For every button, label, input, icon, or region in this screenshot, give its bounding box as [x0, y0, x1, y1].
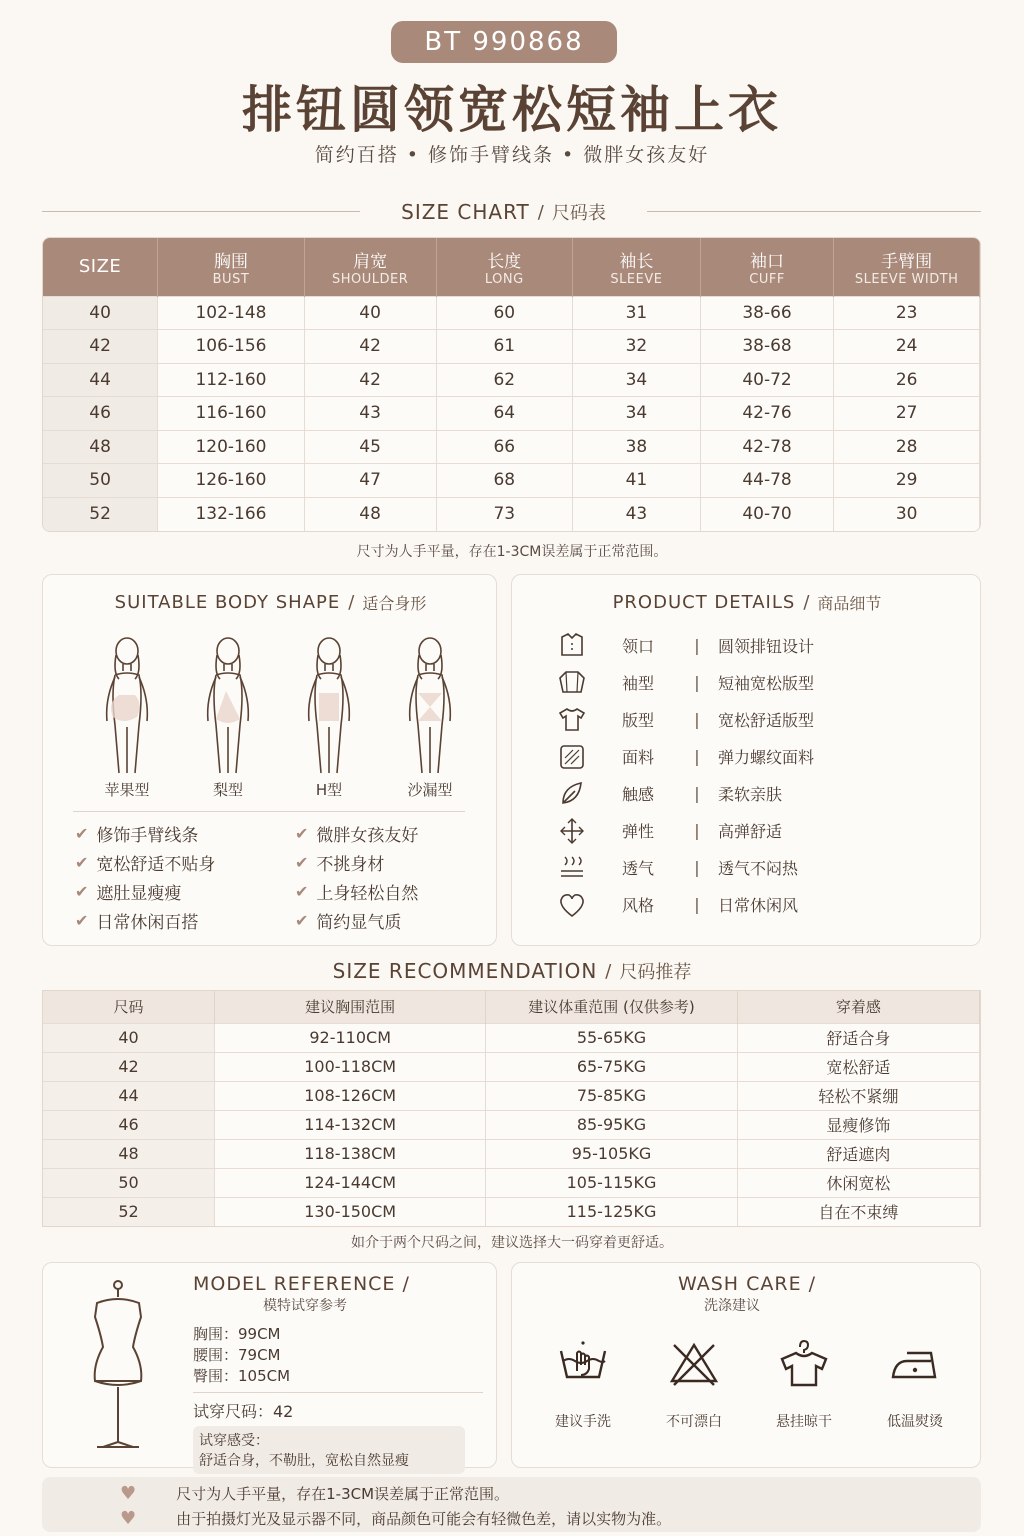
body-figure-icon: [200, 633, 256, 778]
table-row: [43, 1023, 980, 1052]
header-zh: 长度: [487, 251, 522, 272]
check-text: 简约显气质: [316, 913, 402, 933]
value-cell: 120-160: [158, 430, 305, 464]
size-rec-cell: 55-65KG: [486, 1023, 737, 1052]
size-rec-cell: 宽松舒适: [737, 1052, 979, 1081]
detail-value: 日常休闲风: [718, 896, 799, 915]
detail-row: [552, 664, 972, 701]
check-item: [75, 877, 285, 906]
size-chart-header-6: [834, 238, 980, 296]
size-rec-cell: 75-85KG: [486, 1081, 737, 1110]
footer-text-2: 由于拍摄灯光及显示器不同，商品颜色可能会有轻微色差，请以实物为准。: [176, 1509, 672, 1528]
table-row: [43, 296, 980, 330]
size-rec-cell: 自在不束缚: [737, 1197, 979, 1226]
details-list: [552, 627, 972, 923]
detail-key: 领口: [622, 637, 655, 656]
divider-right: [647, 211, 981, 212]
product-details-title-zh: 商品细节: [817, 594, 882, 613]
size-rec-cell: 40: [43, 1023, 215, 1052]
detail-row: [552, 849, 972, 886]
value-cell: 64: [436, 397, 573, 431]
body-shape-title-en: SUITABLE BODY SHAPE: [114, 592, 341, 613]
value-cell: 38-68: [700, 330, 834, 364]
model-feel-label: 试穿感受：: [199, 1433, 269, 1449]
size-chart-heading: [360, 199, 647, 225]
value-cell: 102-148: [158, 296, 305, 330]
size-cell: 40: [43, 296, 158, 330]
detail-row: [552, 812, 972, 849]
value-cell: 66: [436, 430, 573, 464]
product-details-heading: [512, 591, 982, 614]
no-bleach-icon: [666, 1337, 722, 1393]
check-text: 遮肚显瘦瘦: [96, 884, 182, 904]
detail-value: 弹力螺纹面料: [718, 748, 815, 767]
detail-row: [552, 886, 972, 923]
value-cell: 38-66: [700, 296, 834, 330]
size-rec-cell: 舒适遮肉: [737, 1139, 979, 1168]
detail-separator: |: [694, 673, 700, 692]
detail-row: [552, 738, 972, 775]
detail-separator: |: [694, 895, 700, 914]
header-zh: 手臂围: [881, 251, 933, 272]
check-text: 微胖女孩友好: [316, 826, 419, 846]
value-cell: 44-78: [700, 464, 834, 498]
value-cell: 106-156: [158, 330, 305, 364]
size-rec-cell: 85-95KG: [486, 1110, 737, 1139]
body-figure-icon: [402, 633, 458, 778]
header-en: LONG: [484, 271, 524, 287]
value-cell: 29: [834, 464, 980, 498]
header-zh: 肩宽: [353, 251, 388, 272]
check-list-left: [75, 819, 285, 935]
wash-heading: [512, 1273, 982, 1315]
detail-key: 触感: [622, 785, 655, 804]
size-rec-cell: 50: [43, 1168, 215, 1197]
size-rec-cell: 显瘦修饰: [737, 1110, 979, 1139]
check-icon: ✔: [295, 824, 309, 843]
model-waist: 腰围：79CM: [193, 1346, 281, 1364]
check-text: 修饰手臂线条: [96, 826, 199, 846]
value-cell: 61: [436, 330, 573, 364]
header-en: SHOULDER: [331, 271, 409, 287]
model-title-zh: 模特试穿参考: [263, 1298, 347, 1314]
check-item: [295, 877, 495, 906]
header-en: SIZE: [78, 256, 122, 278]
size-chart-header-0: [43, 238, 158, 296]
table-row: [43, 1139, 980, 1168]
feather-icon: [552, 779, 592, 809]
size-rec-cell: 舒适合身: [737, 1023, 979, 1052]
value-cell: 116-160: [158, 397, 305, 431]
detail-value: 短袖宽松版型: [718, 674, 815, 693]
check-text: 日常休闲百搭: [96, 913, 199, 933]
stretch-icon: [552, 816, 592, 846]
table-row: [43, 1052, 980, 1081]
header-zh: 袖口: [750, 251, 785, 272]
table-row: [43, 497, 980, 531]
detail-value: 柔软亲肤: [718, 785, 783, 804]
value-cell: 40-72: [700, 363, 834, 397]
value-cell: 30: [834, 497, 980, 531]
value-cell: 45: [304, 430, 436, 464]
detail-row: [552, 701, 972, 738]
size-rec-table: [42, 990, 981, 1227]
tshirt-icon: [552, 705, 592, 735]
check-text: 宽松舒适不贴身: [96, 855, 216, 875]
size-chart-title-zh: 尺码表: [551, 203, 606, 224]
value-cell: 24: [834, 330, 980, 364]
footer-line-2: [120, 1505, 671, 1531]
size-rec-header: 建议体重范围 (仅供参考): [486, 991, 737, 1023]
check-item: [295, 848, 495, 877]
dress-form-icon: [83, 1277, 153, 1457]
size-rec-cell: 轻松不紧绷: [737, 1081, 979, 1110]
check-icon: ✔: [295, 911, 309, 930]
header-en: SLEEVE WIDTH: [854, 271, 959, 287]
value-cell: 47: [304, 464, 436, 498]
body-shape-divider: [73, 811, 465, 812]
value-cell: 42-78: [700, 430, 834, 464]
page-title: 排钮圆领宽松短袖上衣: [242, 80, 782, 139]
heart-icon: [552, 890, 592, 920]
body-shape-label: 梨型: [212, 781, 243, 799]
table-row: [43, 1197, 980, 1226]
size-rec-header: 建议胸围范围: [215, 991, 486, 1023]
sleeve-icon: [552, 668, 592, 698]
size-rec-title-zh: 尺码推荐: [619, 962, 692, 983]
value-cell: 28: [834, 430, 980, 464]
check-item: [75, 819, 285, 848]
check-icon: ✔: [295, 853, 309, 872]
size-rec-cell: 115-125KG: [486, 1197, 737, 1226]
size-rec-cell: 46: [43, 1110, 215, 1139]
wash-label: 悬挂晾干: [776, 1414, 832, 1430]
table-row: [43, 397, 980, 431]
divider-left: [42, 211, 360, 212]
value-cell: 73: [436, 497, 573, 531]
check-icon: ✔: [75, 853, 89, 872]
footer-notes: [42, 1477, 981, 1532]
size-chart-header-4: [573, 238, 701, 296]
value-cell: 31: [573, 296, 701, 330]
size-rec-cell: 108-126CM: [215, 1081, 486, 1110]
size-cell: 48: [43, 430, 158, 464]
value-cell: 60: [436, 296, 573, 330]
check-item: [295, 906, 495, 935]
size-cell: 52: [43, 497, 158, 531]
value-cell: 42-76: [700, 397, 834, 431]
size-rec-cell: 42: [43, 1052, 215, 1081]
header-zh: 胸围: [213, 251, 248, 272]
size-chart-table: [42, 237, 981, 532]
value-cell: 40: [304, 296, 436, 330]
model-info: [193, 1273, 483, 1474]
table-row: [43, 1110, 980, 1139]
hand-wash-icon: [555, 1337, 611, 1393]
size-rec-cell: 44: [43, 1081, 215, 1110]
detail-separator: |: [694, 747, 700, 766]
size-rec-cell: 休闲宽松: [737, 1168, 979, 1197]
heart-icon: ♥: [120, 1482, 137, 1504]
size-rec-heading: [0, 958, 1024, 984]
size-rec-cell: 65-75KG: [486, 1052, 737, 1081]
value-cell: 38: [573, 430, 701, 464]
size-rec-header: 穿着感: [737, 991, 979, 1023]
page-subtitle: 简约百搭 • 修饰手臂线条 • 微胖女孩友好: [314, 144, 710, 166]
fabric-icon: [552, 742, 592, 772]
model-feel: 舒适合身，不勒肚，宽松自然显瘦: [199, 1453, 409, 1469]
header-en: SLEEVE: [610, 271, 663, 287]
value-cell: 42: [304, 363, 436, 397]
value-cell: 23: [834, 296, 980, 330]
heading-slash: /: [348, 592, 355, 613]
detail-key: 袖型: [622, 674, 655, 693]
check-icon: ✔: [295, 882, 309, 901]
body-shape-title-zh: 适合身形: [362, 594, 427, 613]
table-row: [43, 464, 980, 498]
header-en: BUST: [212, 271, 250, 287]
value-cell: 62: [436, 363, 573, 397]
size-rec-note: 如介于两个尺码之间，建议选择大一码穿着更舒适。: [351, 1235, 673, 1251]
size-chart-header-1: [158, 238, 305, 296]
value-cell: 112-160: [158, 363, 305, 397]
model-hip: 臀围：105CM: [193, 1367, 291, 1385]
size-chart-header-5: [700, 238, 834, 296]
detail-key: 弹性: [622, 822, 655, 841]
body-figure-icon: [301, 633, 357, 778]
value-cell: 126-160: [158, 464, 305, 498]
wash-card: [511, 1262, 981, 1468]
value-cell: 32: [573, 330, 701, 364]
size-rec-cell: 92-110CM: [215, 1023, 486, 1052]
product-details-card: [511, 574, 981, 946]
detail-key: 透气: [622, 859, 655, 878]
table-row: [43, 330, 980, 364]
size-rec-header: 尺码: [43, 991, 215, 1023]
table-row: [43, 430, 980, 464]
body-shape-label: H型: [315, 781, 343, 799]
size-rec-cell: 118-138CM: [215, 1139, 486, 1168]
size-rec-cell: 105-115KG: [486, 1168, 737, 1197]
value-cell: 34: [573, 397, 701, 431]
size-rec-title-en: SIZE RECOMMENDATION: [332, 959, 598, 983]
detail-separator: |: [694, 710, 700, 729]
detail-key: 面料: [622, 748, 655, 767]
detail-value: 透气不闷热: [718, 859, 799, 878]
detail-separator: |: [694, 821, 700, 840]
value-cell: 48: [304, 497, 436, 531]
table-row: [43, 1168, 980, 1197]
size-rec-cell: 95-105KG: [486, 1139, 737, 1168]
check-item: [295, 819, 495, 848]
table-row: [43, 363, 980, 397]
value-cell: 43: [573, 497, 701, 531]
size-rec-cell: 114-132CM: [215, 1110, 486, 1139]
product-code-badge: BT 990868: [391, 21, 617, 63]
wash-label: 建议手洗: [555, 1414, 611, 1430]
footer-line-1: [120, 1480, 509, 1506]
value-cell: 40-70: [700, 497, 834, 531]
detail-key: 风格: [622, 896, 655, 915]
value-cell: 34: [573, 363, 701, 397]
model-divider: [193, 1392, 483, 1393]
detail-row: [552, 627, 972, 664]
header-en: CUFF: [749, 271, 785, 287]
size-chart-note: 尺寸为人手平量，存在1-3CM误差属于正常范围。: [356, 544, 668, 560]
size-cell: 44: [43, 363, 158, 397]
size-cell: 50: [43, 464, 158, 498]
model-card: [42, 1262, 497, 1468]
body-shape-label: 沙漏型: [407, 781, 453, 799]
size-cell: 42: [43, 330, 158, 364]
value-cell: 41: [573, 464, 701, 498]
value-cell: 27: [834, 397, 980, 431]
collar-icon: [552, 631, 592, 661]
table-row: [43, 1081, 980, 1110]
model-size: 试穿尺码：42: [193, 1402, 294, 1421]
detail-value: 高弹舒适: [718, 822, 783, 841]
product-details-title-en: PRODUCT DETAILS: [612, 592, 796, 613]
check-icon: ✔: [75, 882, 89, 901]
size-rec-cell: 124-144CM: [215, 1168, 486, 1197]
model-bust: 胸围：99CM: [193, 1325, 281, 1343]
detail-separator: |: [694, 858, 700, 877]
wash-label: 不可漂白: [666, 1414, 722, 1430]
size-rec-cell: 130-150CM: [215, 1197, 486, 1226]
size-chart-header-2: [304, 238, 436, 296]
wash-label: 低温熨烫: [887, 1414, 943, 1430]
value-cell: 42: [304, 330, 436, 364]
size-cell: 46: [43, 397, 158, 431]
model-title-en: MODEL REFERENCE /: [193, 1273, 410, 1295]
model-feel-box: [193, 1426, 465, 1474]
size-rec-cell: 48: [43, 1139, 215, 1168]
check-text: 上身轻松自然: [316, 884, 419, 904]
heading-slash: /: [605, 960, 612, 982]
detail-separator: |: [694, 784, 700, 803]
size-chart-header-3: [436, 238, 573, 296]
hang-dry-icon: [776, 1337, 832, 1393]
detail-key: 版型: [622, 711, 655, 730]
check-icon: ✔: [75, 824, 89, 843]
heart-icon: ♥: [120, 1507, 137, 1529]
detail-separator: |: [694, 636, 700, 655]
breathable-icon: [552, 853, 592, 883]
low-iron-icon: [887, 1337, 943, 1393]
check-item: [75, 848, 285, 877]
detail-row: [552, 775, 972, 812]
heading-slash: /: [803, 592, 810, 613]
check-icon: ✔: [75, 911, 89, 930]
body-shape-label: 苹果型: [104, 781, 150, 799]
size-rec-cell: 100-118CM: [215, 1052, 486, 1081]
check-list-right: [295, 819, 495, 935]
wash-title-en: WASH CARE /: [677, 1273, 817, 1295]
check-text: 不挑身材: [316, 855, 385, 875]
value-cell: 132-166: [158, 497, 305, 531]
detail-value: 宽松舒适版型: [718, 711, 815, 730]
size-rec-cell: 52: [43, 1197, 215, 1226]
body-figure-icon: [99, 633, 155, 778]
header-zh: 袖长: [619, 251, 654, 272]
wash-title-zh: 洗涤建议: [704, 1298, 760, 1314]
body-shape-heading: [43, 591, 498, 614]
detail-value: 圆领排钮设计: [718, 637, 815, 656]
size-chart-title-en: SIZE CHART: [401, 200, 530, 224]
heading-slash: /: [537, 201, 544, 223]
check-item: [75, 906, 285, 935]
value-cell: 26: [834, 363, 980, 397]
body-shape-card: [42, 574, 497, 946]
value-cell: 68: [436, 464, 573, 498]
value-cell: 43: [304, 397, 436, 431]
footer-text-1: 尺寸为人手平量，存在1-3CM误差属于正常范围。: [176, 1484, 510, 1503]
